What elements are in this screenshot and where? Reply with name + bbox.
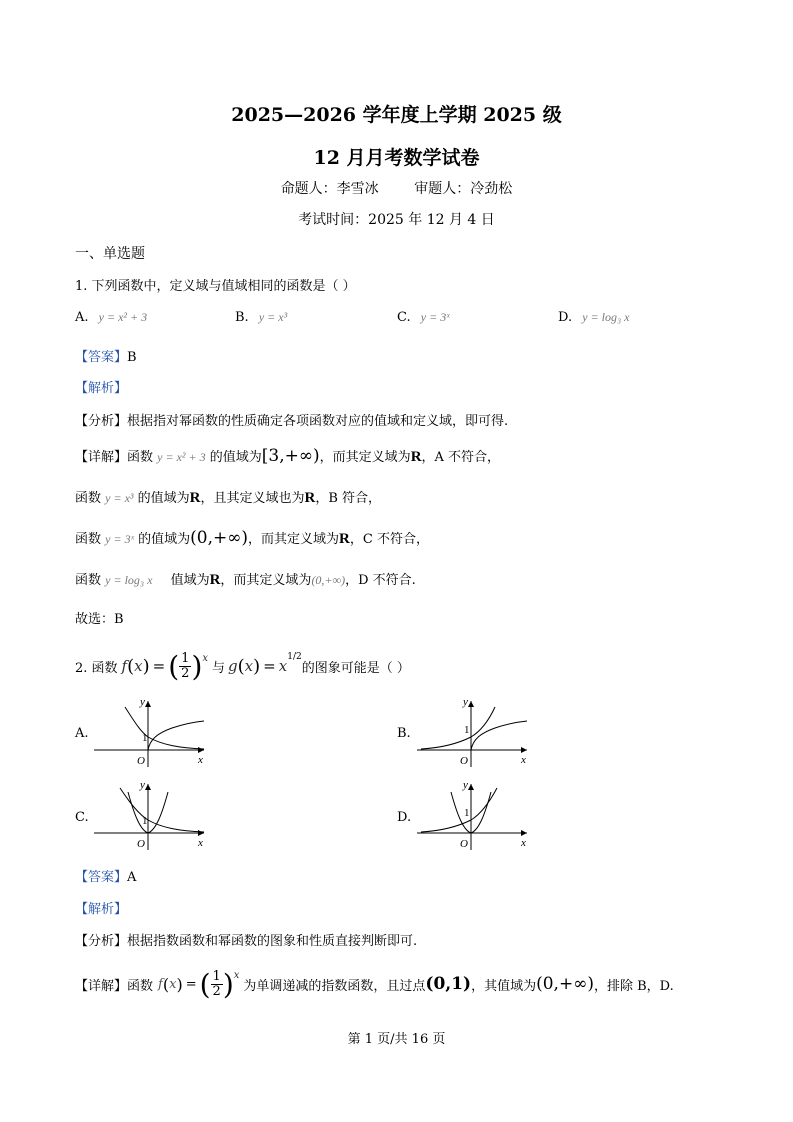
func-g: g bbox=[228, 657, 238, 675]
q1-option-a bbox=[75, 310, 147, 325]
x-arrow bbox=[521, 830, 527, 836]
detail-text: 函数 bbox=[75, 491, 102, 506]
detail-expr: y = 3ˣ bbox=[105, 532, 134, 546]
q1-detail-line1 bbox=[75, 446, 500, 466]
option-label: B. bbox=[235, 310, 249, 325]
real-set-symbol: R bbox=[410, 449, 422, 465]
q2-answer bbox=[75, 866, 136, 885]
exp-curve bbox=[421, 707, 495, 749]
q1-answer bbox=[75, 346, 137, 365]
x-arrow bbox=[198, 830, 204, 836]
detail-expr: y = x² + 3 bbox=[157, 450, 206, 464]
var-x: x bbox=[169, 976, 177, 992]
range-value: (0,+∞) bbox=[311, 573, 346, 587]
option-expr: y = 3ˣ bbox=[420, 310, 450, 324]
q2-option-b: B. bbox=[397, 726, 411, 741]
fraction-half bbox=[211, 970, 223, 999]
exponent-half: 1/2 bbox=[287, 652, 302, 662]
detail-text: ，且其定义域也为 bbox=[200, 491, 305, 506]
one-label: 1 bbox=[142, 815, 148, 827]
detail-text: ，而其定义域为 bbox=[220, 573, 312, 588]
denominator: 2 bbox=[181, 665, 190, 681]
detail-text: ，A 不符合， bbox=[421, 450, 501, 465]
range-value: [3,+∞) bbox=[261, 446, 320, 466]
q1-stem: 1. 下列函数中，定义域与值域相同的函数是（ ） bbox=[75, 279, 356, 294]
origin-label: O bbox=[460, 755, 468, 767]
y-label: y bbox=[463, 779, 468, 791]
numerator: 1 bbox=[181, 650, 190, 666]
detail-text: 的值域为 bbox=[137, 491, 190, 506]
y-arrow bbox=[468, 701, 474, 707]
answer-value: B bbox=[127, 350, 137, 365]
graph-d bbox=[415, 778, 535, 853]
exam-title-line2: 12 月月考数学试卷 bbox=[313, 147, 480, 169]
real-set-symbol: R bbox=[189, 490, 201, 506]
q2-option-a: A. bbox=[75, 726, 89, 741]
q2-option-d: D. bbox=[397, 810, 412, 825]
fenxi-text: 根据指数函数和幂函数的图象和性质直接判断即可. bbox=[127, 934, 418, 949]
exam-time: 考试时间：2025 年 12 月 4 日 bbox=[298, 212, 495, 228]
one-label: 1 bbox=[464, 807, 470, 819]
q2-stem: 2. 函数 f ( x ) = ( $\frac{1}{2}$ ) $^x$ 与 g ( x ) = x $^{1/2}$ 的图象可能是（ ） bbox=[75, 649, 410, 683]
power-curve bbox=[471, 721, 527, 750]
x-label: x bbox=[521, 754, 526, 766]
exp-curve bbox=[125, 707, 204, 749]
x-label: x bbox=[521, 837, 526, 849]
q1-detail-line2 bbox=[75, 487, 381, 507]
fraction-half bbox=[179, 652, 191, 681]
origin-label: O bbox=[137, 838, 145, 850]
detail-tag: 【详解】 bbox=[75, 978, 128, 994]
var-x: x bbox=[134, 657, 143, 675]
y-arrow bbox=[145, 784, 151, 790]
q2-detail: 【详解】 函数 f ( x ) = ( $\frac{1}{2}$ ) $^x$ 为单调递减的指数函数，且过点 (0,1) ，其值域为 (0,+∞) ，排除 B，D. bbox=[75, 967, 674, 1001]
detail-text: 值域为 bbox=[170, 573, 210, 588]
detail-expr: y = log₃ x bbox=[105, 573, 153, 587]
stem-text: 的图象可能是（ ） bbox=[301, 660, 410, 676]
section-heading: 一、单选题 bbox=[75, 246, 145, 262]
authors-line: 命题人：李雪冰 审题人：冷劲松 bbox=[280, 181, 513, 197]
y-arrow bbox=[145, 701, 151, 707]
detail-text: ，D 不符合. bbox=[345, 573, 416, 588]
denominator: 2 bbox=[212, 983, 221, 999]
var-x: x bbox=[244, 657, 254, 675]
detail-text: ，而其定义域为 bbox=[319, 450, 411, 465]
option-label: D. bbox=[558, 310, 573, 325]
real-set-symbol: R bbox=[339, 531, 350, 547]
q2-analysis-tag: 【解析】 bbox=[75, 902, 128, 917]
origin-label: O bbox=[460, 838, 468, 850]
detail-text: ，B 符合， bbox=[315, 491, 382, 506]
q1-option-c bbox=[397, 310, 450, 325]
detail-text: 函数 bbox=[127, 450, 154, 465]
real-set-symbol: R bbox=[209, 572, 221, 588]
detail-text: 函数 bbox=[75, 532, 102, 547]
numerator: 1 bbox=[212, 968, 221, 984]
q2-fenxi bbox=[75, 930, 417, 949]
x-arrow bbox=[198, 747, 204, 753]
q1-option-d bbox=[558, 310, 630, 325]
option-label: C. bbox=[397, 310, 411, 325]
graph-c bbox=[92, 778, 212, 853]
page-footer: 第 1 页/共 16 页 bbox=[347, 1032, 446, 1047]
y-label: y bbox=[140, 779, 145, 791]
q1-conclusion: 故选：B bbox=[75, 612, 124, 627]
answer-tag: 【答案】 bbox=[75, 870, 128, 885]
fenxi-text: 根据指对幂函数的性质确定各项函数对应的值域和定义域，即可得. bbox=[127, 414, 509, 429]
exponent-x: x bbox=[233, 969, 240, 981]
option-label: A. bbox=[75, 310, 89, 325]
detail-text: ，C 不符合， bbox=[349, 532, 429, 547]
one-label: 1 bbox=[142, 732, 148, 744]
point-value: (0,1) bbox=[425, 974, 472, 994]
stem-text: 与 bbox=[212, 660, 226, 676]
base-x: x bbox=[278, 657, 288, 675]
exam-title-line1: 2025—2026 学年度上学期 2025 级 bbox=[231, 104, 562, 126]
q2-option-c: C. bbox=[75, 810, 89, 825]
range-value: (0,+∞) bbox=[190, 528, 249, 548]
q1-detail-line3 bbox=[75, 528, 429, 548]
detail-expr: y = x³ bbox=[105, 491, 134, 505]
answer-tag: 【答案】 bbox=[75, 350, 128, 365]
range-value: (0,+∞) bbox=[536, 974, 594, 994]
equals-sign: = bbox=[185, 976, 197, 992]
option-expr: y = x³ bbox=[258, 310, 288, 324]
graph-a bbox=[92, 695, 212, 770]
fenxi-tag: 【分析】 bbox=[75, 414, 128, 429]
detail-text: 函数 bbox=[127, 978, 154, 994]
y-label: y bbox=[140, 696, 145, 708]
x-label: x bbox=[198, 754, 203, 766]
y-label: y bbox=[463, 696, 468, 708]
q1-fenxi bbox=[75, 410, 508, 429]
option-expr: y = log₃ x bbox=[582, 310, 630, 324]
detail-text: ，排除 B，D. bbox=[593, 978, 674, 994]
detail-text: 为单调递减的指数函数，且过点 bbox=[243, 978, 426, 994]
detail-text: 的值域为 bbox=[138, 532, 191, 547]
real-set-symbol: R bbox=[304, 490, 316, 506]
stem-text: 2. 函数 bbox=[75, 660, 118, 676]
detail-text: 的值域为 bbox=[209, 450, 262, 465]
q1-option-b bbox=[235, 310, 287, 325]
x-label: x bbox=[198, 837, 203, 849]
equals-sign: = bbox=[263, 657, 276, 675]
detail-text: 函数 bbox=[75, 573, 102, 588]
q1-analysis-tag: 【解析】 bbox=[75, 381, 128, 396]
y-arrow bbox=[468, 784, 474, 790]
q1-detail-line4 bbox=[75, 569, 416, 589]
equals-sign: = bbox=[152, 657, 166, 675]
detail-text: ，而其定义域为 bbox=[248, 532, 340, 547]
graph-b bbox=[415, 695, 535, 770]
detail-tag: 【详解】 bbox=[75, 450, 128, 465]
one-label: 1 bbox=[464, 724, 470, 736]
func-f: f bbox=[158, 976, 163, 992]
option-expr: y = x² + 3 bbox=[98, 310, 148, 324]
exponent-x: x bbox=[202, 652, 209, 664]
detail-text: ，其值域为 bbox=[471, 978, 537, 994]
power-curve bbox=[148, 721, 204, 750]
fenxi-tag: 【分析】 bbox=[75, 934, 128, 949]
origin-label: O bbox=[137, 755, 145, 767]
func-f: f bbox=[121, 657, 128, 675]
x-arrow bbox=[521, 747, 527, 753]
answer-value: A bbox=[127, 870, 137, 885]
